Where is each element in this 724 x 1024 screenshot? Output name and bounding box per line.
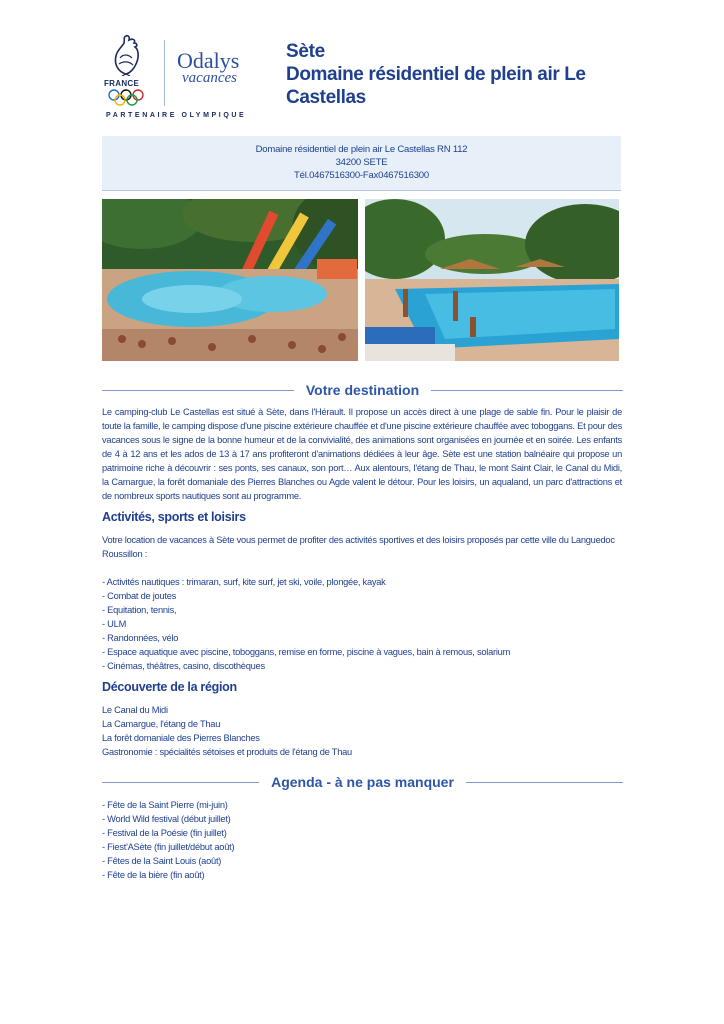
destination-paragraph: Le camping-club Le Castellas est situé à Sète, dans l'Hérault. Il propose un accès direct à une plage de sable fin. Pour le plaisir de toute la famille, le camping dispose d'une piscine extérieure chauffée et d'une piscine extérieure chauffée avec toboggans. Et pour des vacances sous le signe de la bonne humeur et de la convivialité, des animations sont organisées en journée et en soirée. Les enfants de 4 à 12 ans et les ados de 13 à 17 ans profiteront d'animations dédiées à leur âge. Sète est une station balnéaire qui propose un patrimoine riche à découvrir : ses ponts, ses canaux, son port… Aux alentours, l'étang de Thau, le mont Saint Clair, le Canal du Midi, la Camargue, la forêt domaniale des Pierres Blanches ou Agde valent le détour. Pour les loisirs, un aqualand, un parc d'attractions et de nombreux sports nautiques sont au programme. [102, 407, 622, 501]
heading-rule-right [431, 390, 623, 391]
list-item: - Equitation, tennis, [102, 605, 177, 615]
list-item: Gastronomie : spécialités sétoises et produits de l'étang de Thau [102, 747, 352, 757]
destination-heading [102, 382, 623, 398]
list-item: - Espace aquatique avec piscine, toboggans, remise en forme, piscine à vagues, bain à remous, solarium [102, 647, 511, 657]
heading-rule-right [466, 782, 623, 783]
agenda-heading-text: Agenda - à ne pas manquer [271, 774, 454, 790]
list-item: - Activités nautiques : trimaran, surf, kite surf, jet ski, voile, plongée, kayak [102, 577, 386, 587]
address-city: 34200 SETE [335, 157, 388, 168]
address-line: Domaine résidentiel de plein air Le Castellas RN 112 [255, 144, 468, 155]
list-item: - Fêtes de la Saint Louis (août) [102, 856, 222, 866]
logo-brand-name: Odalys [177, 48, 240, 73]
list-item: - World Wild festival (début juillet) [102, 814, 231, 824]
activities-heading: Activités, sports et loisirs [102, 510, 246, 524]
list-item: - ULM [102, 619, 127, 629]
pool-with-slides-photo [102, 199, 358, 361]
list-item: - Fiest'ASète (fin juillet/début août) [102, 842, 235, 852]
heading-rule-left [102, 390, 294, 391]
list-item: - Fête de la Saint Pierre (mi-juin) [102, 800, 228, 810]
outdoor-pool-photo [365, 199, 619, 361]
region-list [102, 703, 622, 759]
logo-divider [164, 40, 165, 106]
destination-description [102, 405, 622, 503]
page-title [286, 40, 606, 109]
list-item: - Festival de la Poésie (fin juillet) [102, 828, 227, 838]
list-item: La Camargue, l'étang de Thau [102, 719, 221, 729]
logo-country: FRANCE [104, 79, 140, 88]
agenda-list [102, 798, 622, 882]
logo-tagline: PARTENAIRE OLYMPIQUE [106, 112, 247, 119]
logo-brand-sub: vacances [182, 70, 237, 86]
list-item: La forêt domaniale des Pierres Blanches [102, 733, 260, 743]
rooster-icon [108, 34, 144, 76]
list-item: - Fête de la bière (fin août) [102, 870, 205, 880]
heading-rule-left [102, 782, 259, 783]
olympic-rings-icon [106, 89, 146, 107]
title-city: Sète [286, 41, 325, 62]
region-heading: Découverte de la région [102, 680, 237, 694]
list-item: Le Canal du Midi [102, 705, 168, 715]
destination-heading-text: Votre destination [305, 382, 420, 398]
activities-intro [102, 533, 622, 561]
list-item: - Randonnées, vélo [102, 633, 179, 643]
address-box [102, 136, 621, 191]
activities-list [102, 575, 622, 673]
address-phone-fax: Tél.0467516300-Fax0467516300 [294, 170, 429, 181]
activities-intro-text: Votre location de vacances à Sète vous permet de profiter des activités sportives et des loisirs proposés par cette ville du Languedoc Roussillon : [102, 535, 615, 559]
agenda-heading [102, 774, 623, 790]
odalys-france-logo [100, 30, 255, 122]
list-item: - Cinémas, théâtres, casino, discothèques [102, 661, 265, 671]
title-resort-name: Domaine résidentiel de plein air Le Castellas [286, 64, 586, 108]
list-item: - Combat de joutes [102, 591, 177, 601]
